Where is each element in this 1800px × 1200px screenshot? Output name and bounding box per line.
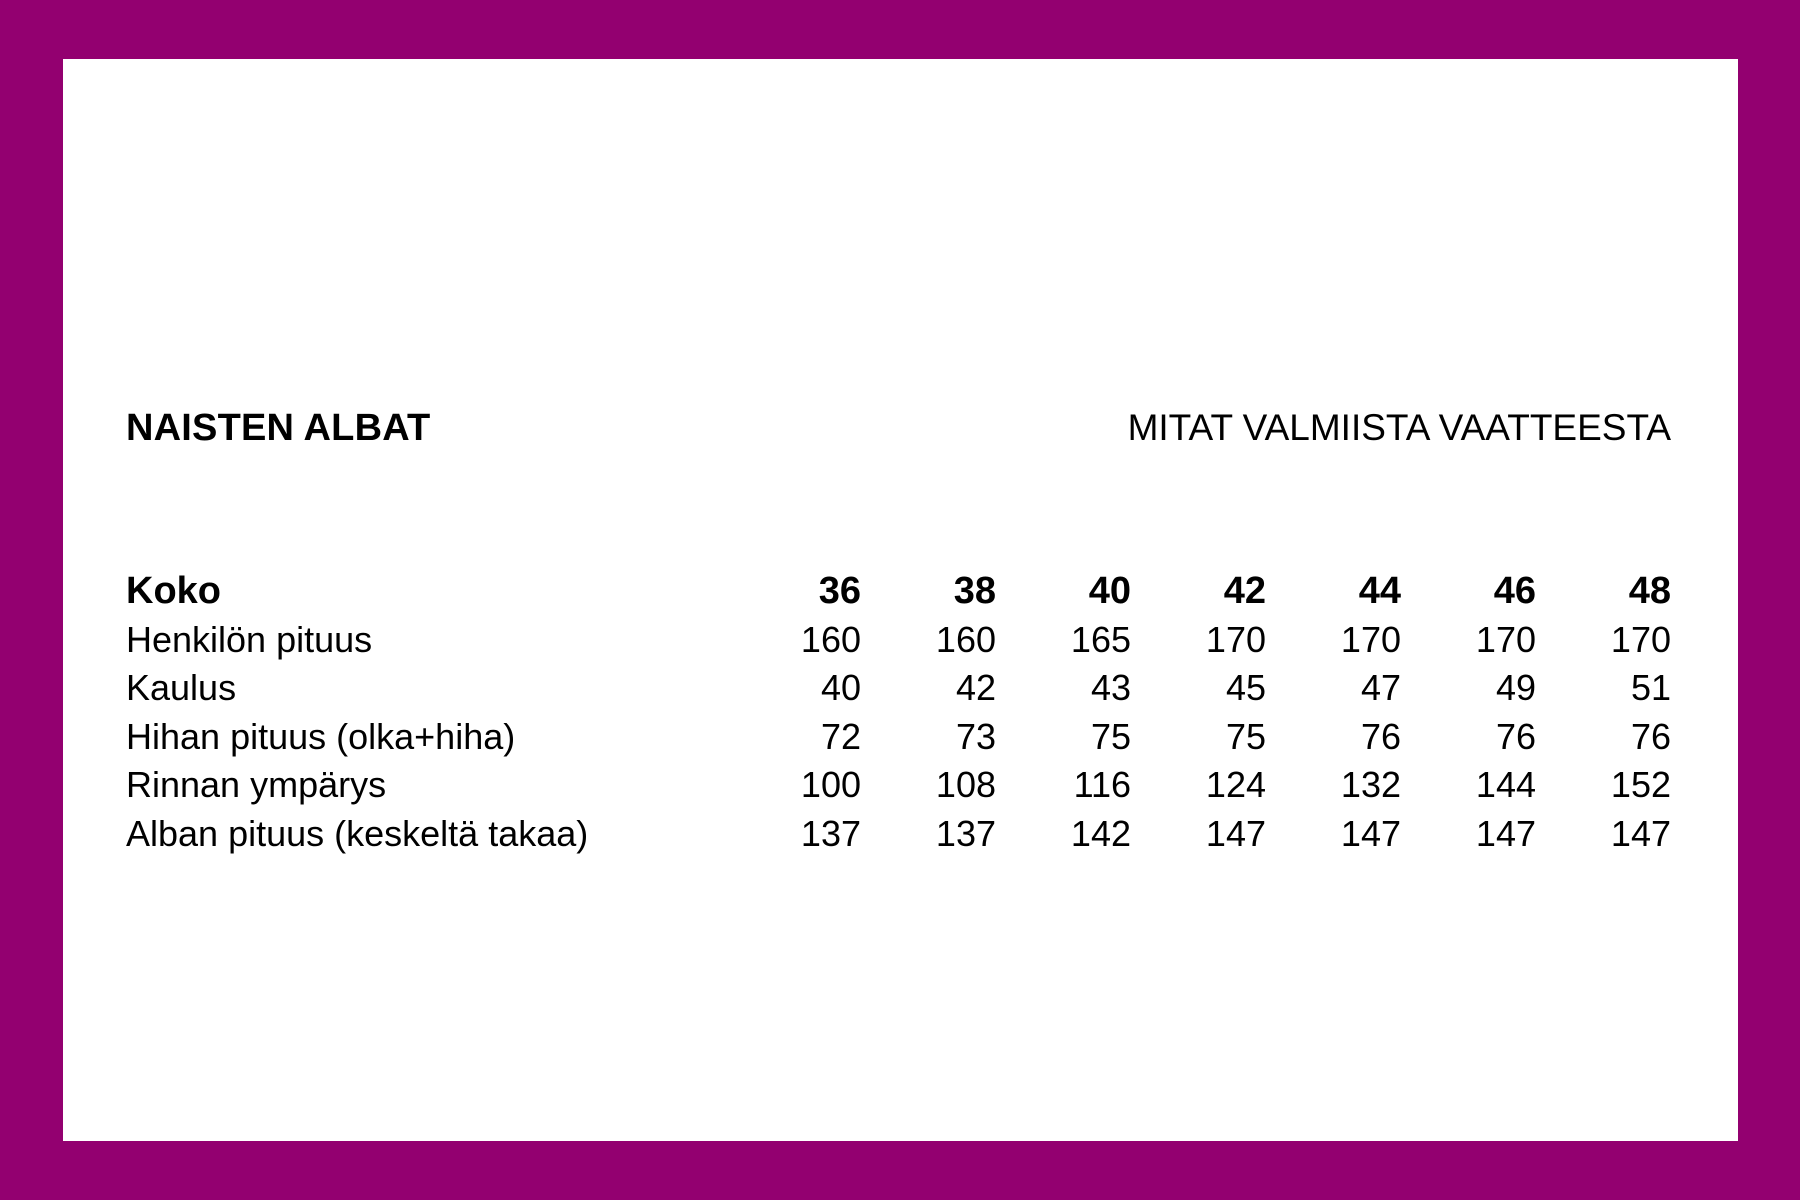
table-cell: 75 (1090, 715, 1131, 757)
size-chart-page (63, 59, 1738, 1141)
table-cell: 49 (1495, 667, 1536, 708)
table-cell: 108 (935, 764, 996, 805)
size-header-cell: 48 (1628, 570, 1671, 612)
table-cell: 100 (800, 764, 861, 805)
table-row (126, 810, 1671, 859)
table-cell: 170 (1205, 618, 1266, 660)
table-row (126, 761, 1671, 810)
size-header-cell: 38 (953, 570, 996, 612)
table-cell: 72 (820, 715, 861, 757)
table-row (126, 713, 1671, 762)
table-cell: 170 (1340, 618, 1401, 660)
table-cell: 42 (955, 667, 996, 708)
table-cell: 43 (1090, 667, 1131, 708)
table-cell: 170 (1475, 618, 1536, 660)
row-label: Hihan pituus (olka+hiha) (126, 715, 516, 757)
page-title: NAISTEN ALBAT (126, 407, 431, 449)
table-cell: 76 (1360, 715, 1401, 757)
table-cell: 137 (935, 812, 996, 854)
table-cell: 165 (1070, 618, 1131, 660)
table-cell: 132 (1340, 764, 1401, 805)
size-column-header: Koko (126, 570, 221, 612)
size-header-cell: 36 (818, 570, 861, 612)
table-row (126, 616, 1671, 665)
size-header-cell: 44 (1358, 570, 1401, 612)
table-cell: 147 (1205, 812, 1266, 854)
heading-row (126, 403, 1671, 453)
table-cell: 73 (955, 715, 996, 757)
table-cell: 144 (1475, 764, 1536, 805)
table-cell: 147 (1475, 812, 1536, 854)
table-cell: 142 (1070, 812, 1131, 854)
table-cell: 76 (1495, 715, 1536, 757)
row-label: Rinnan ympärys (126, 764, 387, 805)
table-cell: 152 (1610, 764, 1671, 805)
size-header-cell: 46 (1493, 570, 1536, 612)
table-cell: 160 (935, 618, 996, 660)
table-cell: 147 (1610, 812, 1671, 854)
row-label: Alban pituus (keskeltä takaa) (126, 812, 589, 854)
table-row (126, 664, 1671, 713)
table-cell: 51 (1630, 667, 1671, 708)
size-table (126, 567, 1671, 858)
row-label: Henkilön pituus (126, 618, 373, 660)
table-cell: 147 (1340, 812, 1401, 854)
row-label: Kaulus (126, 667, 237, 708)
table-cell: 137 (800, 812, 861, 854)
size-header-cell: 42 (1223, 570, 1266, 612)
table-cell: 116 (1073, 764, 1131, 805)
table-header-row (126, 567, 1671, 616)
table-cell: 40 (820, 667, 861, 708)
table-cell: 170 (1610, 618, 1671, 660)
size-header-cell: 40 (1088, 570, 1131, 612)
table-cell: 45 (1225, 667, 1266, 708)
table-cell: 76 (1630, 715, 1671, 757)
table-cell: 160 (800, 618, 861, 660)
table-cell: 75 (1225, 715, 1266, 757)
table-cell: 47 (1360, 667, 1401, 708)
page-subtitle: MITAT VALMIISTA VAATTEESTA (1127, 407, 1671, 448)
table-cell: 124 (1205, 764, 1266, 805)
